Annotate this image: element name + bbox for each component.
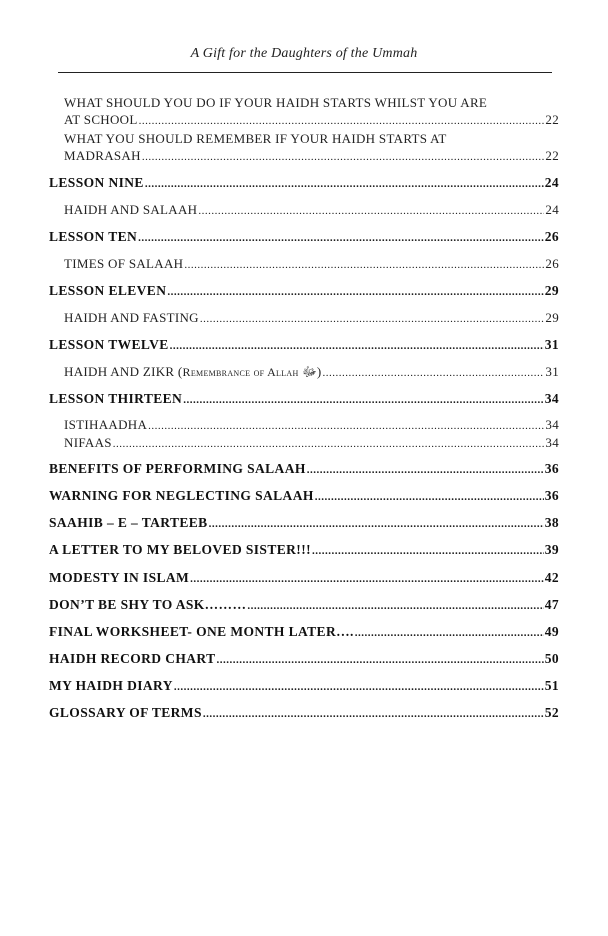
toc-entry-title: LESSON NINE [49, 175, 144, 190]
toc-entry-madrasah[interactable] [64, 148, 559, 164]
toc-entry-title: TIMES OF SALAAH [64, 256, 184, 271]
leader-dots [322, 367, 544, 379]
toc-page-number: 34 [545, 435, 559, 450]
toc-entry-title: HAIDH AND SALAAH [64, 202, 198, 217]
toc-entry-saahib-e-tarteeb[interactable] [49, 515, 559, 531]
header-rule [58, 72, 552, 73]
leader-dots [203, 708, 544, 720]
leader-dots [312, 545, 544, 557]
leader-dots [113, 438, 545, 450]
toc-entry-school-line1: WHAT SHOULD YOU DO IF YOUR HAIDH STARTS WHILST YOU ARE [64, 95, 488, 110]
toc-entry-title: LESSON TEN [49, 229, 138, 244]
toc-page-number: 31 [544, 337, 559, 352]
toc-entry-title: AT SCHOOL [64, 112, 138, 127]
toc-page-number: 50 [544, 651, 559, 666]
toc-entry-lesson-eleven[interactable] [49, 283, 559, 299]
toc-entry-lesson-twelve[interactable] [49, 337, 559, 353]
toc-entry-title: DON’T BE SHY TO ASK……… [49, 597, 247, 612]
toc-entry-title: HAIDH AND FASTING [64, 310, 199, 325]
toc-entry-title: HAIDH RECORD CHART [49, 651, 216, 666]
toc-entry-title: ISTIHAADHA [64, 417, 148, 432]
toc-page-number: 47 [544, 597, 559, 612]
toc-entry-haidh-and-salaah[interactable] [64, 202, 559, 218]
toc-entry-school[interactable] [64, 112, 559, 128]
toc-entry-title: GLOSSARY OF TERMS [49, 705, 202, 720]
toc-entry-title-end: ﷻ) [298, 364, 322, 379]
toc-entry-final-worksheet[interactable] [49, 624, 559, 640]
toc-entry-haidh-and-fasting[interactable] [64, 310, 559, 326]
leader-dots [139, 115, 545, 127]
leader-dots [148, 420, 544, 432]
toc-entry-lesson-nine[interactable] [49, 175, 559, 191]
toc-page-number: 36 [544, 461, 559, 476]
leader-dots [174, 681, 544, 693]
toc-page-number: 39 [544, 542, 559, 557]
toc-entry-title: WARNING FOR NEGLECTING SALAAH [49, 488, 314, 503]
toc-entry-haidh-and-zikr[interactable] [64, 364, 559, 383]
toc-page-number: 29 [545, 310, 559, 325]
toc-page-number: 38 [544, 515, 559, 530]
toc-entry-title: MY HAIDH DIARY [49, 678, 173, 693]
toc-entry-madrasah-line1: WHAT YOU SHOULD REMEMBER IF YOUR HAIDH STARTS AT [64, 131, 447, 146]
leader-dots [307, 464, 544, 476]
toc-page-number: 26 [544, 229, 559, 244]
leader-dots [138, 232, 544, 244]
toc-page-number: 24 [544, 175, 559, 190]
toc-entry-my-haidh-diary[interactable] [49, 678, 559, 694]
toc-page-number: 34 [545, 417, 559, 432]
toc-entry-lesson-thirteen[interactable] [49, 391, 559, 407]
toc-page-number: 22 [545, 148, 559, 163]
leader-dots [247, 600, 543, 612]
toc-entry-dont-be-shy[interactable] [49, 597, 559, 613]
toc-page-number: 42 [544, 570, 559, 585]
leader-dots [315, 491, 544, 503]
toc-page-number: 51 [544, 678, 559, 693]
leader-dots [198, 205, 544, 217]
leader-dots [216, 654, 543, 666]
toc-page-number: 22 [545, 112, 559, 127]
toc-entry-title-main: HAIDH AND ZIKR ( [64, 364, 183, 379]
toc-entry-title: A LETTER TO MY BELOVED SISTER!!! [49, 542, 311, 557]
leader-dots [209, 518, 544, 530]
leader-dots [355, 627, 544, 639]
toc-entry-title: FINAL WORKSHEET- ONE MONTH LATER…. [49, 624, 354, 639]
toc-entry-title: LESSON ELEVEN [49, 283, 167, 298]
toc-page-number: 26 [545, 256, 559, 271]
toc-page-number: 31 [545, 364, 559, 379]
leader-dots [142, 151, 545, 163]
toc-entry-title: BENEFITS OF PERFORMING SALAAH [49, 461, 306, 476]
leader-dots [167, 286, 543, 298]
toc-entry-modesty-in-islam[interactable] [49, 570, 559, 586]
toc-entry-letter-to-sister[interactable] [49, 542, 559, 558]
leader-dots [183, 394, 543, 406]
toc-entry-title: LESSON TWELVE [49, 337, 169, 352]
toc-entry-warning-neglecting-salaah[interactable] [49, 488, 559, 504]
toc-entry-haidh-record-chart[interactable] [49, 651, 559, 667]
toc-entry-times-of-salaah[interactable] [64, 256, 559, 272]
toc-entry-benefits-of-salaah[interactable] [49, 461, 559, 477]
toc-entry-nifaas[interactable] [64, 435, 559, 451]
toc-entry-lesson-ten[interactable] [49, 229, 559, 245]
toc-entry-title: MODESTY IN ISLAM [49, 570, 190, 585]
toc-entry-title: SAAHIB – E – TARTEEB [49, 515, 208, 530]
toc-entry-title: NIFAAS [64, 435, 112, 450]
toc-page-number: 52 [544, 705, 559, 720]
toc-entry-glossary-of-terms[interactable] [49, 705, 559, 721]
leader-dots [200, 313, 545, 325]
toc-page-number: 34 [544, 391, 559, 406]
leader-dots [190, 573, 544, 585]
toc-entry-title: MADRASAH [64, 148, 141, 163]
toc-entry-title: LESSON THIRTEEN [49, 391, 183, 406]
toc-entry-title [64, 364, 321, 383]
toc-page-number: 29 [544, 283, 559, 298]
toc-entry-title-smallcaps: Remembrance of Allah [182, 365, 299, 379]
toc-entry-istihaadha[interactable] [64, 417, 559, 433]
toc-page-number: 24 [545, 202, 559, 217]
leader-dots [184, 259, 544, 271]
toc-page-number: 49 [544, 624, 559, 639]
toc-page-number: 36 [544, 488, 559, 503]
leader-dots [170, 340, 544, 352]
running-header: A Gift for the Daughters of the Ummah [190, 46, 418, 61]
leader-dots [145, 178, 544, 190]
